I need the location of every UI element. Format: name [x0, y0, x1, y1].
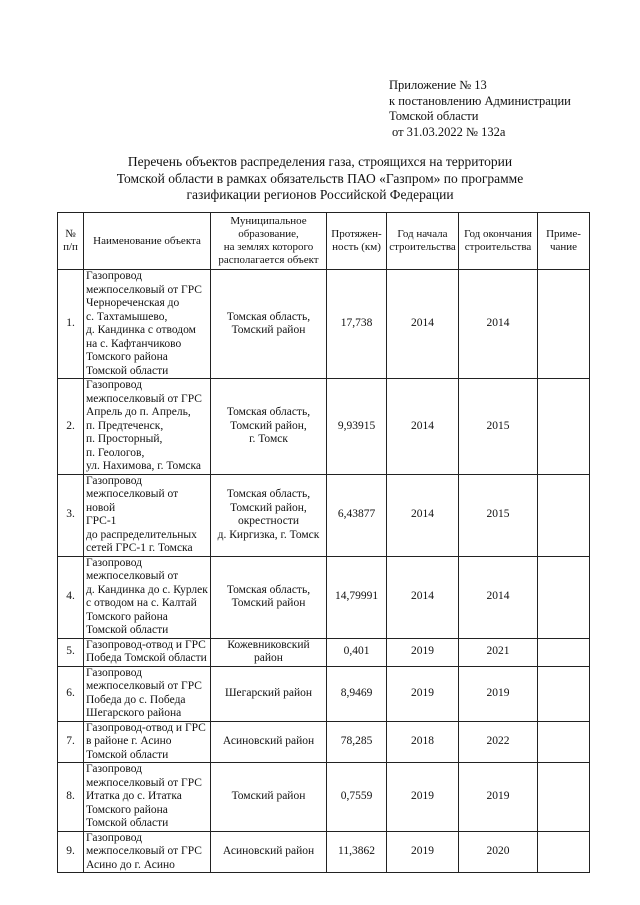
row-municipality: Томская область, Томский район — [211, 556, 327, 638]
row-municipality: Томская область, Томский район, г. Томск — [211, 379, 327, 475]
row-start-year: 2019 — [387, 831, 459, 873]
table-row — [58, 379, 590, 475]
row-end-year: 2015 — [459, 474, 538, 556]
table-row — [58, 721, 590, 763]
row-start-year: 2018 — [387, 721, 459, 763]
row-object-name: Газопровод межпоселковый от новой ГРС-1 до распределительных сетей ГРС-1 г. Томска — [84, 474, 211, 556]
row-num: 5. — [58, 638, 84, 666]
row-num: 6. — [58, 666, 84, 721]
row-length: 17,738 — [327, 270, 387, 379]
title-line: газификации регионов Российской Федерации — [186, 187, 454, 202]
title-line: Томской области в рамках обязательств ПАО «Газпром» по программе — [116, 170, 524, 186]
row-end-year: 2015 — [459, 379, 538, 475]
row-municipality: Томский район — [211, 763, 327, 832]
appendix-header — [389, 78, 571, 140]
row-end-year: 2019 — [459, 763, 538, 832]
row-object-name: Газопровод межпоселковый от ГРС Асино до г. Асино — [84, 831, 211, 873]
objects-table — [57, 212, 590, 873]
row-length: 9,93915 — [327, 379, 387, 475]
row-end-year: 2014 — [459, 270, 538, 379]
appendix-line: Приложение № 13 — [389, 78, 487, 92]
row-start-year: 2014 — [387, 270, 459, 379]
row-num: 8. — [58, 763, 84, 832]
table-row — [58, 556, 590, 638]
table-row — [58, 666, 590, 721]
row-note — [538, 831, 590, 873]
row-start-year: 2014 — [387, 474, 459, 556]
table-body — [58, 270, 590, 873]
row-note — [538, 379, 590, 475]
row-length: 0,7559 — [327, 763, 387, 832]
row-municipality: Кожевниковский район — [211, 638, 327, 666]
row-object-name: Газопровод межпоселковый от д. Кандинка до с. Курлек с отводом на с. Калтай Томского района Томской области — [84, 556, 211, 638]
row-municipality: Асиновский район — [211, 721, 327, 763]
header-end-year: Год окончания строительства — [459, 213, 538, 270]
row-length: 8,9469 — [327, 666, 387, 721]
row-start-year: 2019 — [387, 638, 459, 666]
row-object-name: Газопровод межпоселковый от ГРС Победа до с. Победа Шегарского района — [84, 666, 211, 721]
row-num: 3. — [58, 474, 84, 556]
row-length: 14,79991 — [327, 556, 387, 638]
appendix-line: от 31.03.2022 № 132а — [392, 124, 506, 139]
table-row — [58, 638, 590, 666]
row-municipality: Томская область, Томский район, окрестности д. Киргизка, г. Томск — [211, 474, 327, 556]
header-note: Приме- чание — [538, 213, 590, 270]
row-object-name: Газопровод-отвод и ГРС Победа Томской области — [84, 638, 211, 666]
row-note — [538, 638, 590, 666]
row-object-name: Газопровод-отвод и ГРС в районе г. Асино Томской области — [84, 721, 211, 763]
table-row — [58, 763, 590, 832]
row-object-name: Газопровод межпоселковый от ГРС Апрель до п. Апрель, п. Предтеченск, п. Просторный, п. Геологов, ул. Нахимова, г. Томска — [84, 379, 211, 475]
header-length: Протяжен- ность (км) — [327, 213, 387, 270]
table-row — [58, 270, 590, 379]
appendix-line: к постановлению Администрации — [389, 93, 571, 108]
header-start-year: Год начала строительства — [387, 213, 459, 270]
row-num: 7. — [58, 721, 84, 763]
table-header-row — [58, 213, 590, 270]
row-start-year: 2019 — [387, 666, 459, 721]
row-municipality: Асиновский район — [211, 831, 327, 873]
header-num: № п/п — [58, 213, 84, 270]
row-note — [538, 270, 590, 379]
row-length: 6,43877 — [327, 474, 387, 556]
row-length: 11,3862 — [327, 831, 387, 873]
row-end-year: 2021 — [459, 638, 538, 666]
row-length: 78,285 — [327, 721, 387, 763]
row-num: 9. — [58, 831, 84, 873]
row-note — [538, 763, 590, 832]
header-municipality: Муниципальное образование, на землях которого располагается объект — [211, 213, 327, 270]
row-start-year: 2019 — [387, 763, 459, 832]
row-object-name: Газопровод межпоселковый от ГРС Итатка до с. Итатка Томского района Томской области — [84, 763, 211, 832]
row-object-name: Газопровод межпоселковый от ГРС Чернореченская до с. Тахтамышево, д. Кандинка с отводом на с. Кафтанчиково Томского района Томской области — [84, 270, 211, 379]
table-row — [58, 831, 590, 873]
row-end-year: 2019 — [459, 666, 538, 721]
row-municipality: Томская область, Томский район — [211, 270, 327, 379]
row-note — [538, 474, 590, 556]
row-start-year: 2014 — [387, 556, 459, 638]
row-num: 4. — [58, 556, 84, 638]
row-length: 0,401 — [327, 638, 387, 666]
row-end-year: 2020 — [459, 831, 538, 873]
row-num: 1. — [58, 270, 84, 379]
row-start-year: 2014 — [387, 379, 459, 475]
appendix-line: Томской области — [389, 109, 479, 123]
row-end-year: 2014 — [459, 556, 538, 638]
row-note — [538, 666, 590, 721]
row-note — [538, 556, 590, 638]
table-row — [58, 474, 590, 556]
title-line: Перечень объектов распределения газа, строящихся на территории — [127, 154, 513, 169]
row-end-year: 2022 — [459, 721, 538, 763]
row-num: 2. — [58, 379, 84, 475]
row-note — [538, 721, 590, 763]
header-name: Наименование объекта — [84, 213, 211, 270]
row-municipality: Шегарский район — [211, 666, 327, 721]
document-title — [70, 154, 570, 204]
